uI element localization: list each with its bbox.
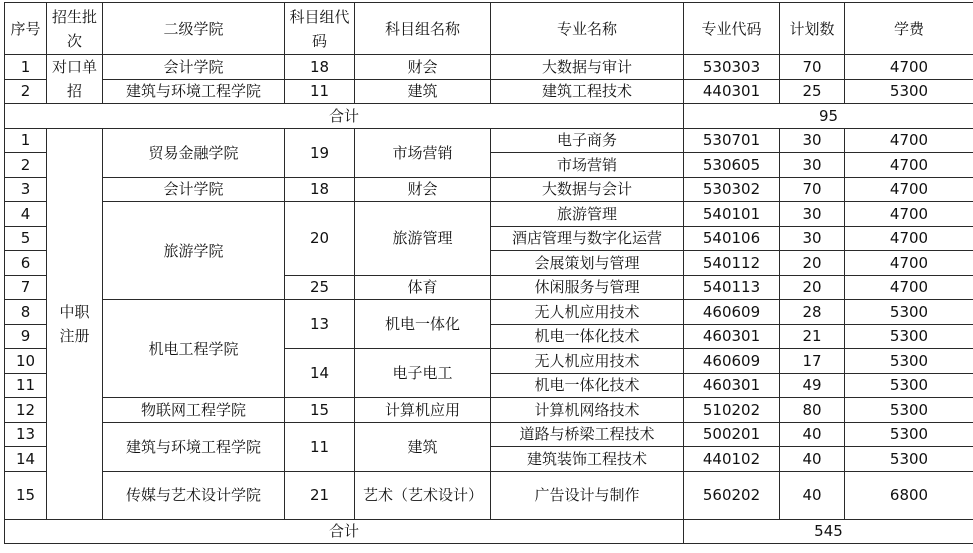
group-code-cell: 15 <box>285 398 355 423</box>
seq-cell: 14 <box>5 447 47 472</box>
plan-cell: 30 <box>780 202 845 227</box>
plan-cell: 40 <box>780 422 845 447</box>
plan-cell: 25 <box>780 79 845 104</box>
seq-cell: 1 <box>5 55 47 80</box>
total-value: 95 <box>684 104 973 129</box>
table-row <box>5 398 973 423</box>
fee-cell: 4700 <box>845 202 973 227</box>
group-name-cell: 计算机应用 <box>355 398 491 423</box>
major-cell: 广告设计与制作 <box>491 471 684 519</box>
seq-cell: 7 <box>5 275 47 300</box>
total-row <box>5 104 973 129</box>
major-code-cell: 500201 <box>684 422 780 447</box>
fee-cell: 5300 <box>845 398 973 423</box>
fee-cell: 5300 <box>845 79 973 104</box>
group-name-cell: 体育 <box>355 275 491 300</box>
major-cell: 道路与桥梁工程技术 <box>491 422 684 447</box>
group-name-cell: 机电一体化 <box>355 300 491 349</box>
plan-cell: 20 <box>780 275 845 300</box>
college-cell: 会计学院 <box>103 55 285 80</box>
plan-cell: 40 <box>780 447 845 472</box>
group-name-cell: 建筑 <box>355 422 491 471</box>
seq-cell: 15 <box>5 471 47 519</box>
group-code-cell: 14 <box>285 349 355 398</box>
group-code-cell: 18 <box>285 55 355 80</box>
seq-cell: 11 <box>5 373 47 398</box>
major-code-cell: 540101 <box>684 202 780 227</box>
header-college: 二级学院 <box>103 3 285 55</box>
group-name-cell: 电子电工 <box>355 349 491 398</box>
plan-cell: 80 <box>780 398 845 423</box>
plan-cell: 70 <box>780 177 845 202</box>
fee-cell: 5300 <box>845 422 973 447</box>
table-row <box>5 55 973 80</box>
seq-cell: 10 <box>5 349 47 374</box>
fee-cell: 4700 <box>845 177 973 202</box>
seq-cell: 1 <box>5 128 47 153</box>
table-row <box>5 177 973 202</box>
major-cell: 无人机应用技术 <box>491 349 684 374</box>
header-major: 专业名称 <box>491 3 684 55</box>
major-cell: 电子商务 <box>491 128 684 153</box>
major-code-cell: 460301 <box>684 324 780 349</box>
major-code-cell: 530701 <box>684 128 780 153</box>
group-code-cell: 19 <box>285 128 355 177</box>
header-major-code: 专业代码 <box>684 3 780 55</box>
batch-cell: 中职注册 <box>47 128 103 519</box>
header-group-name: 科目组名称 <box>355 3 491 55</box>
college-cell: 传媒与艺术设计学院 <box>103 471 285 519</box>
major-cell: 旅游管理 <box>491 202 684 227</box>
fee-cell: 4700 <box>845 153 973 178</box>
table-row <box>5 202 973 227</box>
plan-cell: 20 <box>780 251 845 276</box>
header-plan: 计划数 <box>780 3 845 55</box>
major-code-cell: 530303 <box>684 55 780 80</box>
college-cell: 建筑与环境工程学院 <box>103 422 285 471</box>
table-row <box>5 300 973 325</box>
table-row <box>5 422 973 447</box>
college-cell: 旅游学院 <box>103 202 285 300</box>
plan-cell: 40 <box>780 471 845 519</box>
major-cell: 机电一体化技术 <box>491 373 684 398</box>
table-row <box>5 79 973 104</box>
group-name-cell: 艺术（艺术设计） <box>355 471 491 519</box>
college-cell: 物联网工程学院 <box>103 398 285 423</box>
table-row <box>5 128 973 153</box>
header-group-code: 科目组代码 <box>285 3 355 55</box>
major-code-cell: 460609 <box>684 349 780 374</box>
fee-cell: 4700 <box>845 251 973 276</box>
total-row <box>5 519 973 544</box>
group-name-cell: 建筑 <box>355 79 491 104</box>
major-code-cell: 560202 <box>684 471 780 519</box>
major-code-cell: 540106 <box>684 226 780 251</box>
major-cell: 建筑装饰工程技术 <box>491 447 684 472</box>
group-code-cell: 25 <box>285 275 355 300</box>
college-cell: 贸易金融学院 <box>103 128 285 177</box>
group-name-cell: 旅游管理 <box>355 202 491 276</box>
header-seq: 序号 <box>5 3 47 55</box>
plan-cell: 30 <box>780 128 845 153</box>
group-name-cell: 市场营销 <box>355 128 491 177</box>
major-code-cell: 460301 <box>684 373 780 398</box>
major-cell: 建筑工程技术 <box>491 79 684 104</box>
fee-cell: 4700 <box>845 226 973 251</box>
plan-cell: 49 <box>780 373 845 398</box>
college-cell: 机电工程学院 <box>103 300 285 398</box>
seq-cell: 5 <box>5 226 47 251</box>
total-value: 545 <box>684 519 973 544</box>
major-cell: 休闲服务与管理 <box>491 275 684 300</box>
header-row <box>5 3 973 55</box>
seq-cell: 3 <box>5 177 47 202</box>
batch-cell: 对口单招 <box>47 55 103 104</box>
seq-cell: 2 <box>5 153 47 178</box>
fee-cell: 5300 <box>845 349 973 374</box>
major-code-cell: 440102 <box>684 447 780 472</box>
seq-cell: 2 <box>5 79 47 104</box>
fee-cell: 5300 <box>845 300 973 325</box>
seq-cell: 8 <box>5 300 47 325</box>
plan-cell: 28 <box>780 300 845 325</box>
seq-cell: 6 <box>5 251 47 276</box>
header-batch: 招生批次 <box>47 3 103 55</box>
total-label: 合计 <box>5 104 684 129</box>
group-name-cell: 财会 <box>355 177 491 202</box>
major-code-cell: 460609 <box>684 300 780 325</box>
major-cell: 市场营销 <box>491 153 684 178</box>
major-code-cell: 530302 <box>684 177 780 202</box>
enrollment-table-wrapper <box>4 2 973 544</box>
plan-cell: 30 <box>780 226 845 251</box>
group-code-cell: 20 <box>285 202 355 276</box>
table-row <box>5 471 973 519</box>
header-fee: 学费 <box>845 3 973 55</box>
major-cell: 计算机网络技术 <box>491 398 684 423</box>
fee-cell: 5300 <box>845 324 973 349</box>
fee-cell: 4700 <box>845 275 973 300</box>
major-cell: 机电一体化技术 <box>491 324 684 349</box>
plan-cell: 30 <box>780 153 845 178</box>
major-code-cell: 530605 <box>684 153 780 178</box>
seq-cell: 9 <box>5 324 47 349</box>
fee-cell: 4700 <box>845 128 973 153</box>
group-code-cell: 18 <box>285 177 355 202</box>
group-code-cell: 11 <box>285 422 355 471</box>
major-code-cell: 440301 <box>684 79 780 104</box>
major-cell: 大数据与会计 <box>491 177 684 202</box>
major-cell: 酒店管理与数字化运营 <box>491 226 684 251</box>
group-code-cell: 13 <box>285 300 355 349</box>
seq-cell: 12 <box>5 398 47 423</box>
plan-cell: 70 <box>780 55 845 80</box>
plan-cell: 21 <box>780 324 845 349</box>
fee-cell: 5300 <box>845 447 973 472</box>
fee-cell: 4700 <box>845 55 973 80</box>
fee-cell: 5300 <box>845 373 973 398</box>
major-cell: 无人机应用技术 <box>491 300 684 325</box>
group-code-cell: 21 <box>285 471 355 519</box>
seq-cell: 4 <box>5 202 47 227</box>
total-label: 合计 <box>5 519 684 544</box>
college-cell: 建筑与环境工程学院 <box>103 79 285 104</box>
fee-cell: 6800 <box>845 471 973 519</box>
enrollment-plan-table <box>4 2 973 544</box>
major-code-cell: 540113 <box>684 275 780 300</box>
major-code-cell: 540112 <box>684 251 780 276</box>
plan-cell: 17 <box>780 349 845 374</box>
seq-cell: 13 <box>5 422 47 447</box>
major-cell: 会展策划与管理 <box>491 251 684 276</box>
group-code-cell: 11 <box>285 79 355 104</box>
major-code-cell: 510202 <box>684 398 780 423</box>
college-cell: 会计学院 <box>103 177 285 202</box>
group-name-cell: 财会 <box>355 55 491 80</box>
major-cell: 大数据与审计 <box>491 55 684 80</box>
